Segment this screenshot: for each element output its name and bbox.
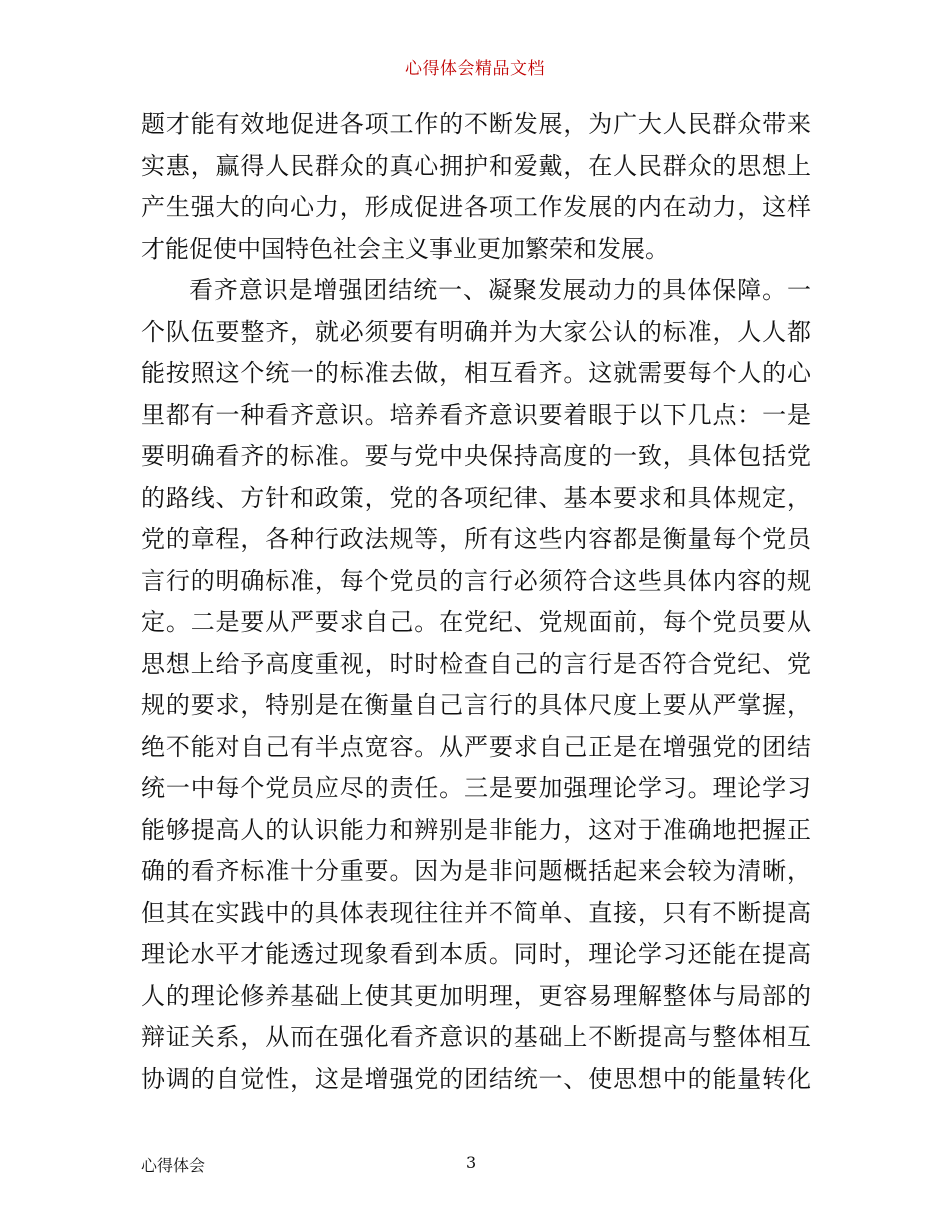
- text-line: 产生强大的向心力，形成促进各项工作发展的内在动力，这样: [141, 193, 811, 221]
- text-line: 确的看齐标准十分重要。因为是非问题概括起来会较为清晰，: [141, 857, 811, 885]
- text-line: 规的要求，特别是在衡量自己言行的具体尺度上要从严掌握，: [141, 691, 811, 719]
- text-line: 看齐意识是增强团结统一、凝聚发展动力的具体保障。一: [189, 276, 811, 304]
- text-line: 要明确看齐的标准。要与党中央保持高度的一致，具体包括党: [141, 442, 811, 470]
- text-line: 题才能有效地促进各项工作的不断发展，为广大人民群众带来: [141, 110, 811, 138]
- text-line: 实惠，赢得人民群众的真心拥护和爱戴，在人民群众的思想上: [141, 151, 811, 180]
- document-body: [141, 104, 811, 1100]
- document-header-title: 心得体会精品文档: [405, 59, 545, 79]
- text-line: 理论水平才能透过现象看到本质。同时，理论学习还能在提高: [141, 940, 811, 968]
- footer-page-number: 3: [466, 1153, 477, 1172]
- text-line: 党的章程，各种行政法规等，所有这些内容都是衡量每个党员: [141, 525, 811, 553]
- text-line: 才能促使中国特色社会主义事业更加繁荣和发展。: [141, 234, 669, 263]
- footer-label: 心得体会: [141, 1156, 206, 1175]
- text-line: 里都有一种看齐意识。培养看齐意识要着眼于以下几点：一是: [141, 400, 811, 429]
- text-line: 的路线、方针和政策，党的各项纪律、基本要求和具体规定，: [141, 483, 811, 512]
- text-line: 定。二是要从严要求自己。在党纪、党规面前，每个党员要从: [141, 608, 811, 636]
- text-line: 绝不能对自己有半点宽容。从严要求自己正是在增强党的团结: [141, 732, 811, 761]
- text-line: 人的理论修养基础上使其更加明理，更容易理解整体与局部的: [141, 981, 811, 1010]
- text-line: 能够提高人的认识能力和辨别是非能力，这对于准确地把握正: [141, 815, 811, 844]
- text-line: 但其在实践中的具体表现往往并不简单、直接，只有不断提高: [141, 898, 811, 927]
- text-line: 言行的明确标准，每个党员的言行必须符合这些具体内容的规: [141, 566, 811, 595]
- text-line: 辩证关系，从而在强化看齐意识的基础上不断提高与整体相互: [141, 1023, 811, 1051]
- text-line: 个队伍要整齐，就必须要有明确并为大家公认的标准，人人都: [141, 317, 811, 346]
- text-line: 思想上给予高度重视，时时检查自己的言行是否符合党纪、党: [141, 649, 811, 678]
- text-line: 统一中每个党员应尽的责任。三是要加强理论学习。理论学习: [141, 774, 811, 802]
- text-line: 能按照这个统一的标准去做，相互看齐。这就需要每个人的心: [141, 359, 811, 387]
- text-line: 协调的自觉性，这是增强党的团结统一、使思想中的能量转化: [141, 1064, 811, 1093]
